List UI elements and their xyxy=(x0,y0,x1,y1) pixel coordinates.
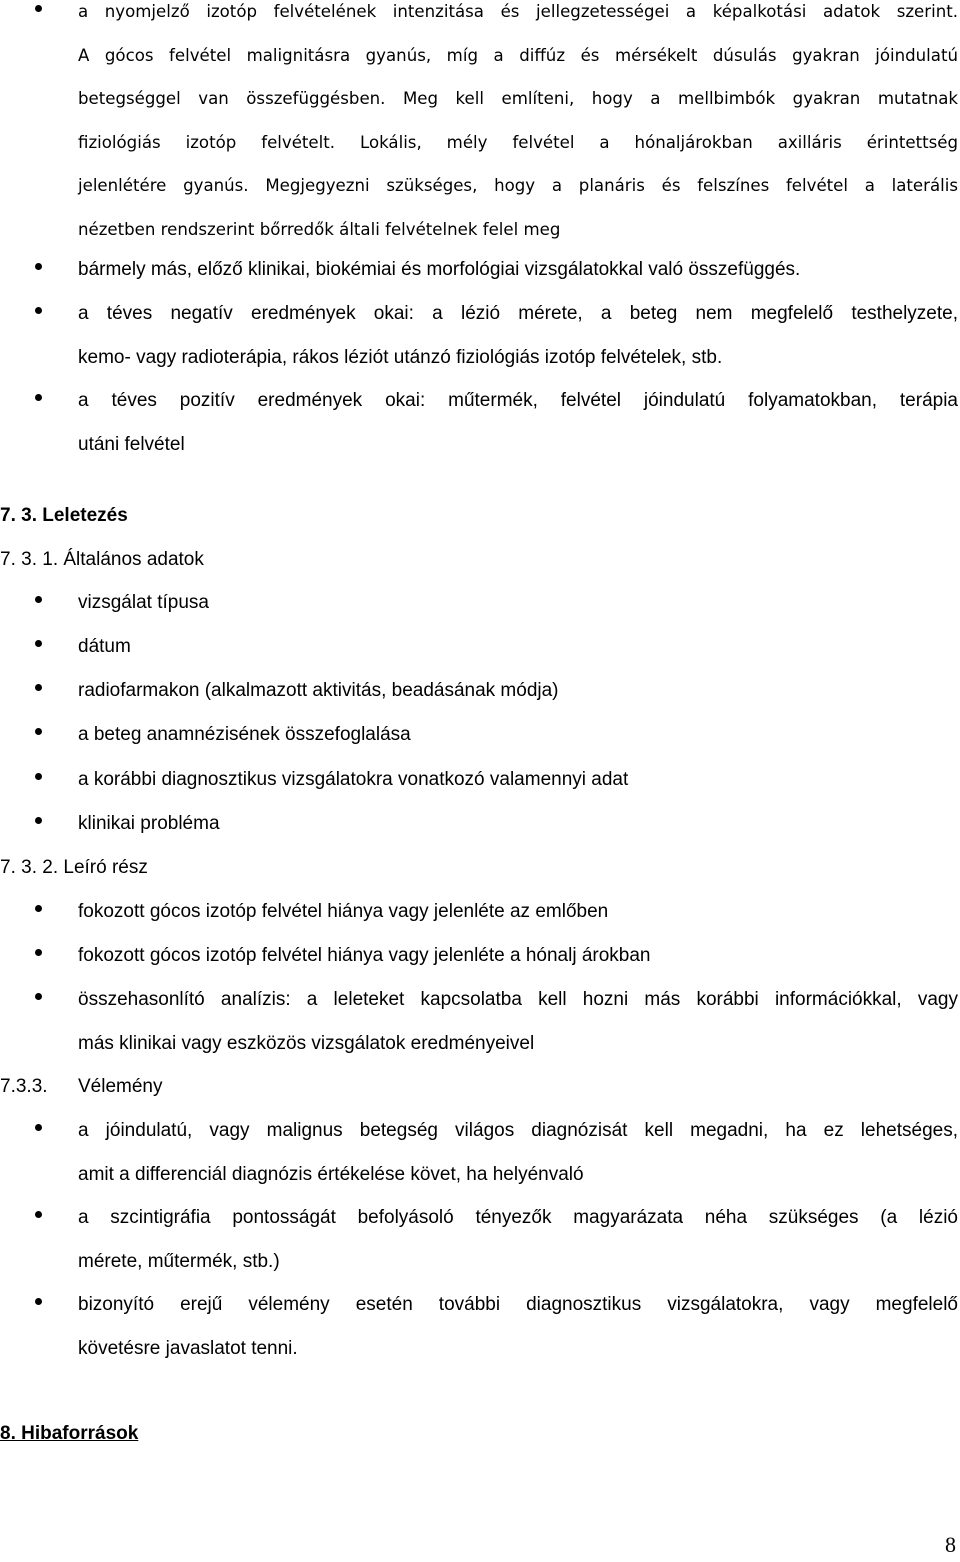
bullet-icon xyxy=(35,684,42,691)
list-item-text: radiofarmakon (alkalmazott aktivitás, beadásának módja) xyxy=(78,680,559,701)
bullet-icon xyxy=(35,993,42,1000)
bullet-icon xyxy=(35,596,42,603)
text-line: a téves pozitív eredmények okai: műtermék, felvétel jóindulatú folyamatokban, terápia xyxy=(78,390,958,411)
text-line: a jóindulatú, vagy malignus betegség világos diagnózisát kell megadni, ha ez lehetséges, xyxy=(78,1120,958,1141)
subsection-number: 7.3.3. xyxy=(0,1076,48,1097)
text-line: követésre javaslatot tenni. xyxy=(78,1337,298,1359)
text-line: a téves negatív eredmények okai: a lézió mérete, a beteg nem megfelelő testhelyzete, xyxy=(78,303,958,324)
bullet-icon xyxy=(35,263,42,270)
text-line: más klinikai vagy eszközös vizsgálatok eredményeivel xyxy=(78,1032,535,1054)
bullet-icon xyxy=(35,1211,42,1218)
list-item-text: fokozott gócos izotóp felvétel hiánya vagy jelenléte a hónalj árokban xyxy=(78,945,651,966)
list-item-text: fokozott gócos izotóp felvétel hiánya vagy jelenléte az emlőben xyxy=(78,901,609,922)
bullet-icon xyxy=(35,1298,42,1305)
text-line: kemo- vagy radioterápia, rákos léziót utánzó fiziológiás izotóp felvételek, stb. xyxy=(78,346,723,368)
bullet-icon xyxy=(35,817,42,824)
section-heading: 7. 3. Leletezés xyxy=(0,505,128,526)
text-line: A gócos felvétel malignitásra gyanús, míg a diffúz és mérsékelt dúsulás gyakran jóindulatú xyxy=(78,45,958,65)
text-line: mérete, műtermék, stb.) xyxy=(78,1250,280,1272)
text-line: amit a differenciál diagnózis értékelése követ, ha helyénvaló xyxy=(78,1163,584,1185)
subsection-heading: 7. 3. 2. Leíró rész xyxy=(0,857,148,878)
text-line: a szcintigráfia pontosságát befolyásoló tényezők magyarázata néha szükséges (a lézió xyxy=(78,1207,958,1228)
subsection-heading: Vélemény xyxy=(78,1076,163,1097)
list-item-text: vizsgálat típusa xyxy=(78,592,209,613)
bullet-icon xyxy=(35,773,42,780)
text-line: a nyomjelző izotóp felvételének intenzitása és jellegzetességei a képalkotási adatok szerint. xyxy=(78,2,958,21)
list-item-text: klinikai probléma xyxy=(78,813,220,834)
bullet-icon xyxy=(35,640,42,647)
text-line: bizonyító erejű vélemény esetén további diagnosztikus vizsgálatokra, vagy megfelelő xyxy=(78,1294,958,1315)
bullet-icon xyxy=(35,1124,42,1131)
text-line: összehasonlító analízis: a leleteket kapcsolatba kell hozni más korábbi információkkal, vagy xyxy=(78,989,958,1010)
text-line: utáni felvétel xyxy=(78,433,185,455)
text-line: nézetben rendszerint bőrredők általi felvételnek felel meg xyxy=(78,219,561,239)
list-item-text: bármely más, előző klinikai, biokémiai és morfológiai vizsgálatokkal való összefüggés. xyxy=(78,259,801,280)
text-line: fiziológiás izotóp felvételt. Lokális, mély felvétel a hónaljárokban axilláris érintettség xyxy=(78,132,958,152)
list-item-text: a beteg anamnézisének összefoglalása xyxy=(78,724,411,745)
subsection-heading: 7. 3. 1. Általános adatok xyxy=(0,549,204,570)
page-number: 8 xyxy=(945,1532,956,1557)
bullet-icon xyxy=(35,728,42,735)
section-heading: 8. Hibaforrások xyxy=(0,1423,139,1444)
list-item-text: dátum xyxy=(78,636,131,657)
bullet-icon xyxy=(35,5,42,12)
bullet-icon xyxy=(35,949,42,956)
text-line: jelenlétére gyanús. Megjegyezni szükséges, hogy a planáris és felszínes felvétel a laterális xyxy=(78,176,958,195)
bullet-icon xyxy=(35,394,42,401)
text-line: betegséggel van összefüggésben. Meg kell említeni, hogy a mellbimbók gyakran mutatnak xyxy=(78,89,958,108)
list-item-text: a korábbi diagnosztikus vizsgálatokra vonatkozó valamennyi adat xyxy=(78,769,629,790)
bullet-icon xyxy=(35,905,42,912)
bullet-icon xyxy=(35,307,42,314)
